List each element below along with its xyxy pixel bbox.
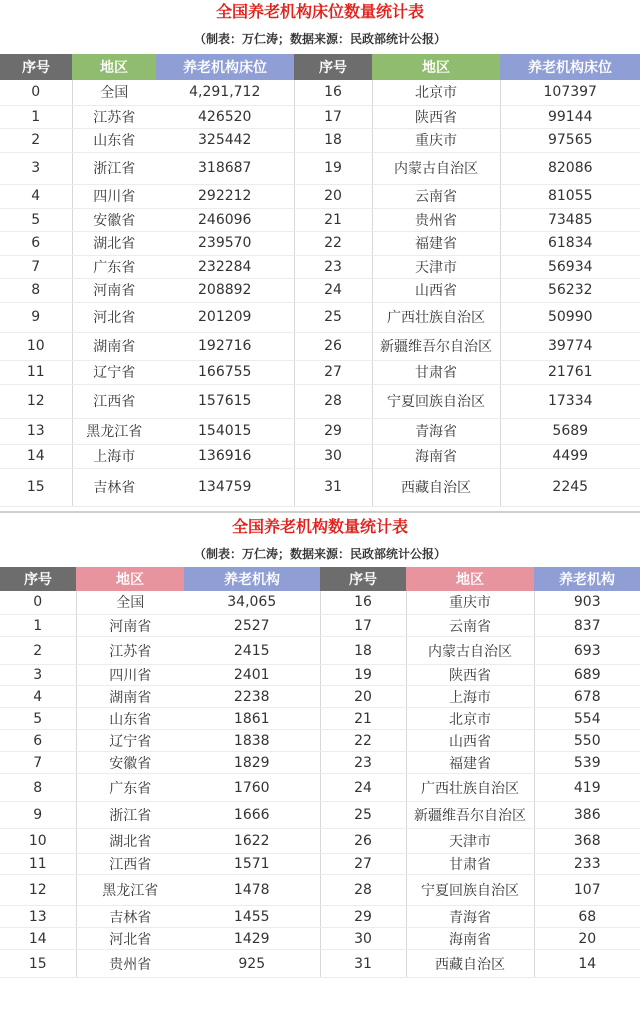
table-cell: 广西壮族自治区 [372,302,500,332]
table-cell: 2527 [184,615,320,637]
table-cell: 325442 [156,128,294,152]
table-cell: 13 [0,906,76,928]
table-row [0,637,640,665]
table-row [0,128,640,152]
table-cell: 208892 [156,278,294,302]
table-cell: 25 [294,302,372,332]
table-cell: 2 [0,128,72,152]
table-row [0,384,640,418]
table-cell: 9 [0,802,76,829]
table-cell: 河南省 [72,278,156,302]
table-cell: 14 [0,928,76,950]
table-row [0,854,640,875]
table-row [0,332,640,360]
bed-table-header-row [0,54,640,80]
table-cell: 海南省 [372,444,500,468]
table-cell: 全国 [72,80,156,105]
table-cell: 56934 [500,255,640,278]
table-cell: 5 [0,208,72,231]
table-cell: 0 [0,591,76,615]
table-cell: 西藏自治区 [372,468,500,506]
table-cell: 11 [0,854,76,875]
table-cell: 4,291,712 [156,80,294,105]
table-cell: 17 [320,615,406,637]
table-cell: 1861 [184,708,320,730]
table-row [0,231,640,255]
table-cell: 1838 [184,730,320,752]
table-cell: 吉林省 [72,468,156,506]
table-cell: 61834 [500,231,640,255]
table-row [0,80,640,105]
table-cell: 27 [294,360,372,384]
table-row [0,208,640,231]
institution-table-body [0,591,640,978]
table-cell: 1666 [184,802,320,829]
table-cell: 2 [0,637,76,665]
table-cell: 安徽省 [76,752,184,774]
table-cell: 河北省 [76,928,184,950]
table-cell: 西藏自治区 [406,950,534,978]
table-row [0,665,640,686]
table-cell: 河北省 [72,302,156,332]
table-cell: 湖北省 [76,829,184,854]
column-header: 序号 [320,567,406,591]
table-cell: 18 [294,128,372,152]
table-cell: 31 [294,468,372,506]
table-row [0,950,640,978]
table-cell: 12 [0,875,76,906]
table-cell: 黑龙江省 [76,875,184,906]
table-cell: 27 [320,854,406,875]
table-cell: 福建省 [406,752,534,774]
table-row [0,184,640,208]
table-cell: 21761 [500,360,640,384]
bed-table-subtitle: （制表：万仁涛；数据来源：民政部统计公报） [193,32,446,46]
column-header: 养老机构床位 [156,54,294,80]
table-cell: 21 [320,708,406,730]
table-cell: 20 [534,928,640,950]
table-row [0,255,640,278]
table-cell: 25 [320,802,406,829]
table-cell: 554 [534,708,640,730]
table-cell: 12 [0,384,72,418]
table-cell: 368 [534,829,640,854]
table-cell: 3 [0,665,76,686]
table-cell: 14 [534,950,640,978]
table-cell: 10 [0,829,76,854]
table-row [0,418,640,444]
table-cell: 15 [0,468,72,506]
table-cell: 24 [320,774,406,802]
table-cell: 20 [294,184,372,208]
table-row [0,752,640,774]
table-cell: 重庆市 [406,591,534,615]
table-cell: 1429 [184,928,320,950]
table-cell: 22 [294,231,372,255]
table-row [0,302,640,332]
table-cell: 99144 [500,105,640,128]
bed-count-table [0,54,640,507]
column-header: 序号 [294,54,372,80]
table-cell: 陕西省 [372,105,500,128]
table-cell: 湖南省 [72,332,156,360]
table-cell: 426520 [156,105,294,128]
table-cell: 1 [0,615,76,637]
table-cell: 4 [0,184,72,208]
table-cell: 837 [534,615,640,637]
table-cell: 18 [320,637,406,665]
table-row [0,829,640,854]
column-header: 地区 [372,54,500,80]
table-cell: 山东省 [72,128,156,152]
table-cell: 107 [534,875,640,906]
table-cell: 29 [294,418,372,444]
table-cell: 39774 [500,332,640,360]
table-row [0,875,640,906]
table-cell: 56232 [500,278,640,302]
table-cell: 四川省 [72,184,156,208]
table-cell: 246096 [156,208,294,231]
table-cell: 23 [320,752,406,774]
table-cell: 辽宁省 [72,360,156,384]
table-cell: 新疆维吾尔自治区 [406,802,534,829]
table-cell: 青海省 [406,906,534,928]
table-cell: 31 [320,950,406,978]
table-cell: 浙江省 [72,152,156,184]
institution-count-section [0,513,640,979]
column-header: 序号 [0,54,72,80]
table-cell: 239570 [156,231,294,255]
table-cell: 甘肃省 [406,854,534,875]
table-cell: 82086 [500,152,640,184]
table-cell: 广东省 [72,255,156,278]
table-cell: 青海省 [372,418,500,444]
table-row [0,444,640,468]
table-cell: 539 [534,752,640,774]
table-cell: 50990 [500,302,640,332]
table-cell: 166755 [156,360,294,384]
bed-count-section [0,0,640,507]
table-cell: 全国 [76,591,184,615]
table-cell: 16 [320,591,406,615]
table-cell: 宁夏回族自治区 [372,384,500,418]
table-row [0,906,640,928]
column-header: 序号 [0,567,76,591]
table-cell: 81055 [500,184,640,208]
table-cell: 68 [534,906,640,928]
table-cell: 318687 [156,152,294,184]
table-row [0,686,640,708]
table-cell: 四川省 [76,665,184,686]
table-cell: 辽宁省 [76,730,184,752]
table-cell: 13 [0,418,72,444]
table-cell: 浙江省 [76,802,184,829]
bed-table-body [0,80,640,506]
table-cell: 34,065 [184,591,320,615]
table-cell: 吉林省 [76,906,184,928]
table-cell: 福建省 [372,231,500,255]
table-cell: 136916 [156,444,294,468]
bed-table-title: 全国养老机构床位数量统计表 [215,2,424,21]
table-cell: 107397 [500,80,640,105]
table-cell: 232284 [156,255,294,278]
table-cell: 73485 [500,208,640,231]
table-cell: 26 [294,332,372,360]
table-row [0,802,640,829]
table-cell: 5689 [500,418,640,444]
table-cell: 22 [320,730,406,752]
table-cell: 江西省 [72,384,156,418]
table-cell: 233 [534,854,640,875]
table-cell: 河南省 [76,615,184,637]
table-cell: 1 [0,105,72,128]
table-cell: 26 [320,829,406,854]
table-cell: 1622 [184,829,320,854]
table-cell: 云南省 [372,184,500,208]
institution-count-table [0,567,640,979]
table-cell: 山西省 [406,730,534,752]
table-cell: 北京市 [406,708,534,730]
institution-table-title: 全国养老机构数量统计表 [231,516,408,536]
table-row [0,468,640,506]
table-cell: 19 [320,665,406,686]
table-cell: 8 [0,774,76,802]
table-cell: 903 [534,591,640,615]
table-cell: 内蒙古自治区 [372,152,500,184]
institution-table-header-row [0,567,640,591]
column-header: 地区 [72,54,156,80]
table-cell: 贵州省 [76,950,184,978]
table-cell: 广西壮族自治区 [406,774,534,802]
table-cell: 15 [0,950,76,978]
table-cell: 山西省 [372,278,500,302]
table-cell: 0 [0,80,72,105]
table-cell: 19 [294,152,372,184]
column-header: 养老机构 [184,567,320,591]
table-cell: 8 [0,278,72,302]
table-cell: 2415 [184,637,320,665]
table-cell: 江苏省 [72,105,156,128]
table-cell: 28 [320,875,406,906]
table-cell: 154015 [156,418,294,444]
table-row [0,774,640,802]
table-cell: 9 [0,302,72,332]
table-cell: 黑龙江省 [72,418,156,444]
table-cell: 7 [0,255,72,278]
table-row [0,928,640,950]
table-cell: 678 [534,686,640,708]
column-header: 养老机构床位 [500,54,640,80]
table-cell: 山东省 [76,708,184,730]
column-header: 地区 [76,567,184,591]
institution-table-subtitle: （制表：万仁涛；数据来源：民政部统计公报） [193,546,446,561]
table-cell: 贵州省 [372,208,500,231]
table-cell: 925 [184,950,320,978]
table-cell: 内蒙古自治区 [406,637,534,665]
table-cell: 28 [294,384,372,418]
table-cell: 3 [0,152,72,184]
table-cell: 157615 [156,384,294,418]
table-cell: 29 [320,906,406,928]
table-cell: 17 [294,105,372,128]
table-cell: 2245 [500,468,640,506]
table-cell: 550 [534,730,640,752]
table-row [0,615,640,637]
table-cell: 2401 [184,665,320,686]
table-cell: 24 [294,278,372,302]
table-cell: 安徽省 [72,208,156,231]
table-cell: 1455 [184,906,320,928]
table-cell: 上海市 [72,444,156,468]
table-cell: 2238 [184,686,320,708]
table-row [0,730,640,752]
table-row [0,105,640,128]
table-cell: 7 [0,752,76,774]
table-cell: 134759 [156,468,294,506]
table-cell: 201209 [156,302,294,332]
table-cell: 14 [0,444,72,468]
column-header: 地区 [406,567,534,591]
table-cell: 宁夏回族自治区 [406,875,534,906]
table-cell: 1478 [184,875,320,906]
table-row [0,152,640,184]
table-cell: 天津市 [372,255,500,278]
table-cell: 1829 [184,752,320,774]
table-cell: 4 [0,686,76,708]
table-cell: 23 [294,255,372,278]
table-cell: 17334 [500,384,640,418]
table-cell: 693 [534,637,640,665]
table-cell: 重庆市 [372,128,500,152]
table-cell: 292212 [156,184,294,208]
table-cell: 北京市 [372,80,500,105]
table-cell: 386 [534,802,640,829]
table-cell: 天津市 [406,829,534,854]
table-cell: 湖南省 [76,686,184,708]
table-cell: 湖北省 [72,231,156,255]
table-row [0,278,640,302]
table-cell: 30 [294,444,372,468]
table-cell: 甘肃省 [372,360,500,384]
table-cell: 5 [0,708,76,730]
table-cell: 21 [294,208,372,231]
table-cell: 30 [320,928,406,950]
table-cell: 云南省 [406,615,534,637]
table-cell: 11 [0,360,72,384]
table-row [0,708,640,730]
table-cell: 97565 [500,128,640,152]
table-row [0,591,640,615]
table-cell: 20 [320,686,406,708]
table-cell: 上海市 [406,686,534,708]
table-cell: 419 [534,774,640,802]
table-cell: 192716 [156,332,294,360]
table-cell: 10 [0,332,72,360]
table-cell: 6 [0,231,72,255]
table-cell: 1760 [184,774,320,802]
table-cell: 江西省 [76,854,184,875]
table-cell: 689 [534,665,640,686]
table-cell: 江苏省 [76,637,184,665]
table-cell: 陕西省 [406,665,534,686]
table-row [0,360,640,384]
table-cell: 16 [294,80,372,105]
table-cell: 广东省 [76,774,184,802]
table-cell: 1571 [184,854,320,875]
column-header: 养老机构 [534,567,640,591]
table-cell: 海南省 [406,928,534,950]
table-cell: 新疆维吾尔自治区 [372,332,500,360]
table-cell: 4499 [500,444,640,468]
table-cell: 6 [0,730,76,752]
